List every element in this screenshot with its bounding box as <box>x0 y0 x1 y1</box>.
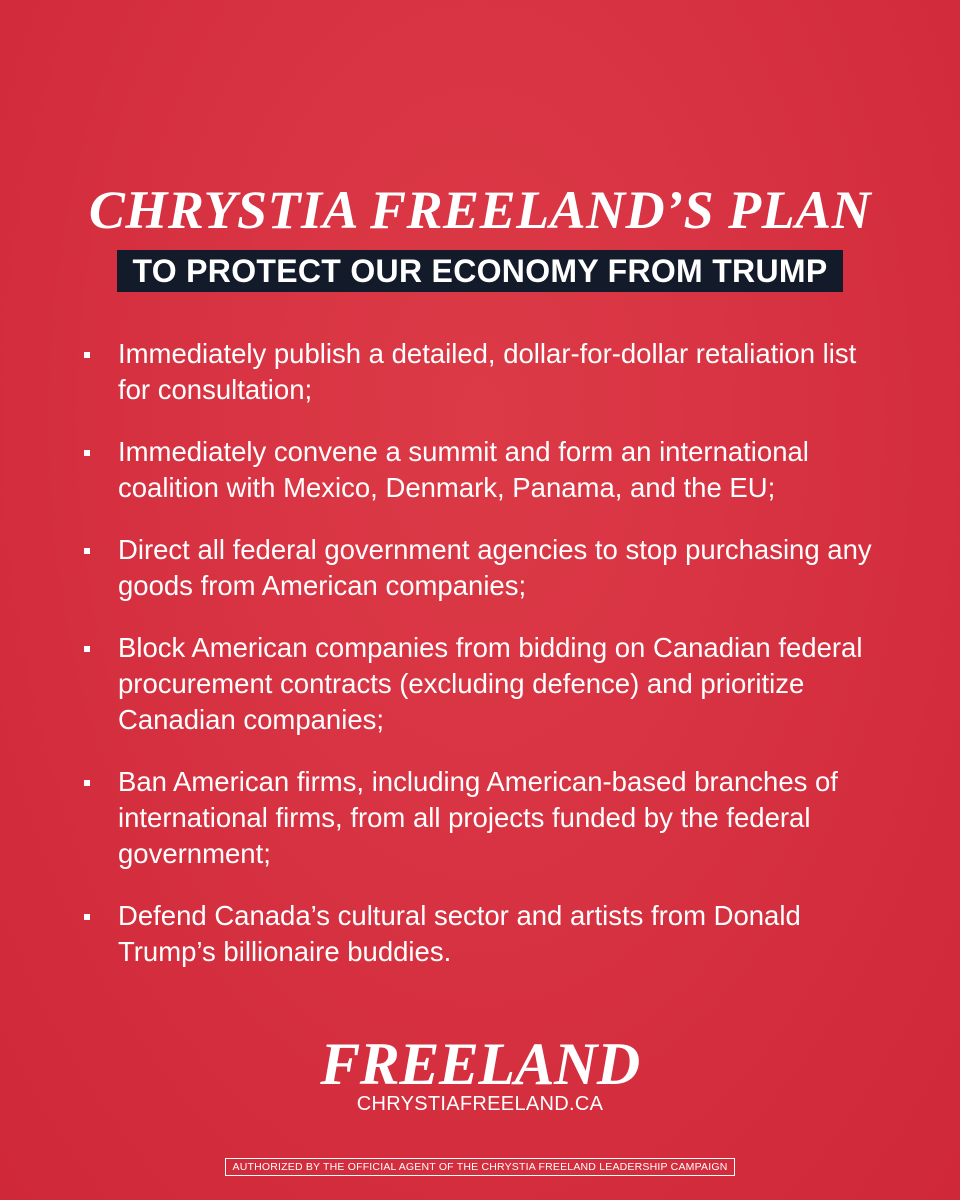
plan-item-text: Direct all federal government agencies to stop purchasing any goods from American companies; <box>118 534 872 601</box>
bullet-icon <box>84 548 90 554</box>
plan-list <box>80 336 880 996</box>
plan-item-text: Immediately publish a detailed, dollar-for-dollar retaliation list for consultation; <box>118 338 857 405</box>
poster-title: CHRYSTIA FREELAND’S PLAN <box>88 180 872 240</box>
bullet-icon <box>84 780 90 786</box>
bullet-icon <box>84 646 90 652</box>
plan-item-text: Immediately convene a summit and form an international coalition with Mexico, Denmark, Panama, and the EU; <box>118 436 809 503</box>
plan-item <box>80 532 880 604</box>
plan-item <box>80 764 880 872</box>
plan-item-text: Block American companies from bidding on Canadian federal procurement contracts (excluding defence) and prioritize Canadian companies; <box>118 632 863 735</box>
plan-item <box>80 898 880 970</box>
poster-subtitle: TO PROTECT OUR ECONOMY FROM TRUMP <box>117 250 844 292</box>
plan-item-text: Defend Canada’s cultural sector and artists from Donald Trump’s billionaire buddies. <box>118 900 801 967</box>
website-url: CHRYSTIAFREELAND.CA <box>356 1093 604 1115</box>
authorization-wrapper <box>0 1157 960 1176</box>
plan-item <box>80 630 880 738</box>
subtitle-band-wrapper <box>0 250 960 292</box>
plan-item-text: Ban American firms, including American-based branches of international firms, from all projects funded by the federal government; <box>118 766 838 869</box>
plan-item <box>80 336 880 408</box>
freeland-logo: FREELAND <box>320 1031 640 1097</box>
authorization-notice: AUTHORIZED BY THE OFFICIAL AGENT OF THE CHRYSTIA FREELAND LEADERSHIP CAMPAIGN <box>225 1158 734 1176</box>
bullet-icon <box>84 352 90 358</box>
bullet-icon <box>84 914 90 920</box>
bullet-icon <box>84 450 90 456</box>
plan-item <box>80 434 880 506</box>
